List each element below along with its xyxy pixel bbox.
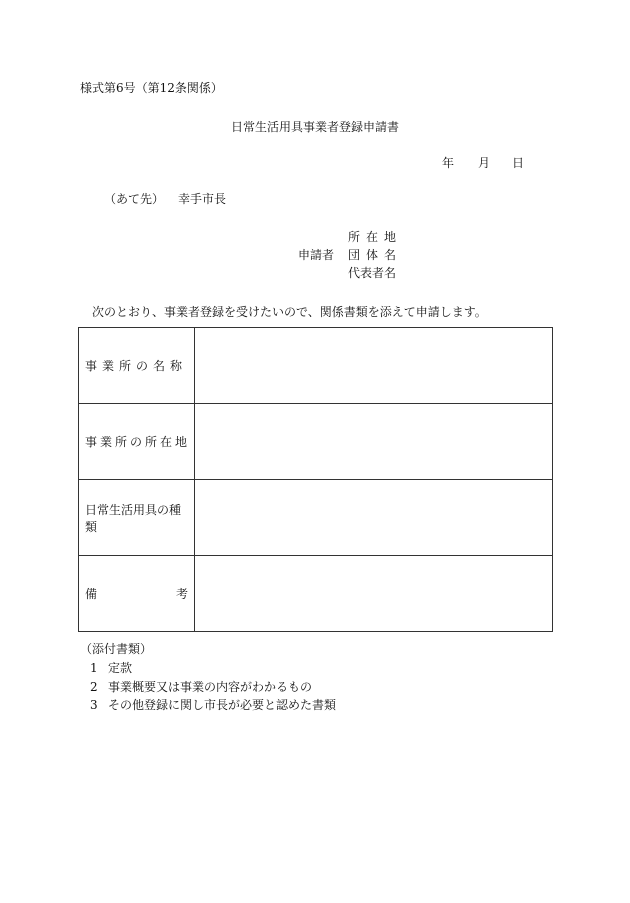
form-number: 様式第6号（第12条関係） [80,81,223,95]
applicant-address-label: 所在地 [348,230,403,244]
applicant-organization-label: 団体名 [348,248,403,262]
addressee-prefix: （あて先） [104,192,165,206]
table-row-remarks [79,556,553,632]
intro-statement: 次のとおり、事業者登録を受けたいので、関係書類を添えて申請します。 [92,305,487,319]
attachments-heading: （添付書類） [80,642,153,656]
date-month-label: 月 [478,156,491,170]
attachment-item [90,660,132,676]
attachment-item [90,697,336,713]
table-row-equipment-type [79,480,553,556]
table-row-office-name [79,328,553,404]
equipment-type-field[interactable] [195,480,553,556]
date-year-label: 年 [442,156,455,170]
remarks-label-left: 備 [85,587,98,601]
addressee [104,191,226,207]
equipment-type-label: 日常生活用具の種類 [79,480,195,556]
attachment-number: 2 [90,680,98,694]
attachment-number: 3 [90,698,98,712]
date-day-label: 日 [512,156,525,170]
attachment-text: その他登録に関し市長が必要と認めた書類 [108,698,337,712]
office-address-label: 事業所の所在地 [79,404,195,480]
attachment-text: 定款 [108,661,133,675]
attachment-number: 1 [90,661,98,675]
attachment-text: 事業概要又は事業の内容がわかるもの [108,680,313,694]
remarks-field[interactable] [195,556,553,632]
office-name-field[interactable] [195,328,553,404]
remarks-label [79,556,195,632]
addressee-name: 幸手市長 [178,192,227,206]
applicant-representative-label: 代表者名 [348,266,397,280]
applicant-label: 申請者 [298,248,335,262]
remarks-label-right: 考 [175,587,188,601]
table-row-office-address [79,404,553,480]
office-address-field[interactable] [195,404,553,480]
attachment-item [90,679,312,695]
office-name-label: 事業所の名称 [79,328,195,404]
document-title: 日常生活用具事業者登録申請書 [230,120,399,134]
registration-table [78,327,553,632]
